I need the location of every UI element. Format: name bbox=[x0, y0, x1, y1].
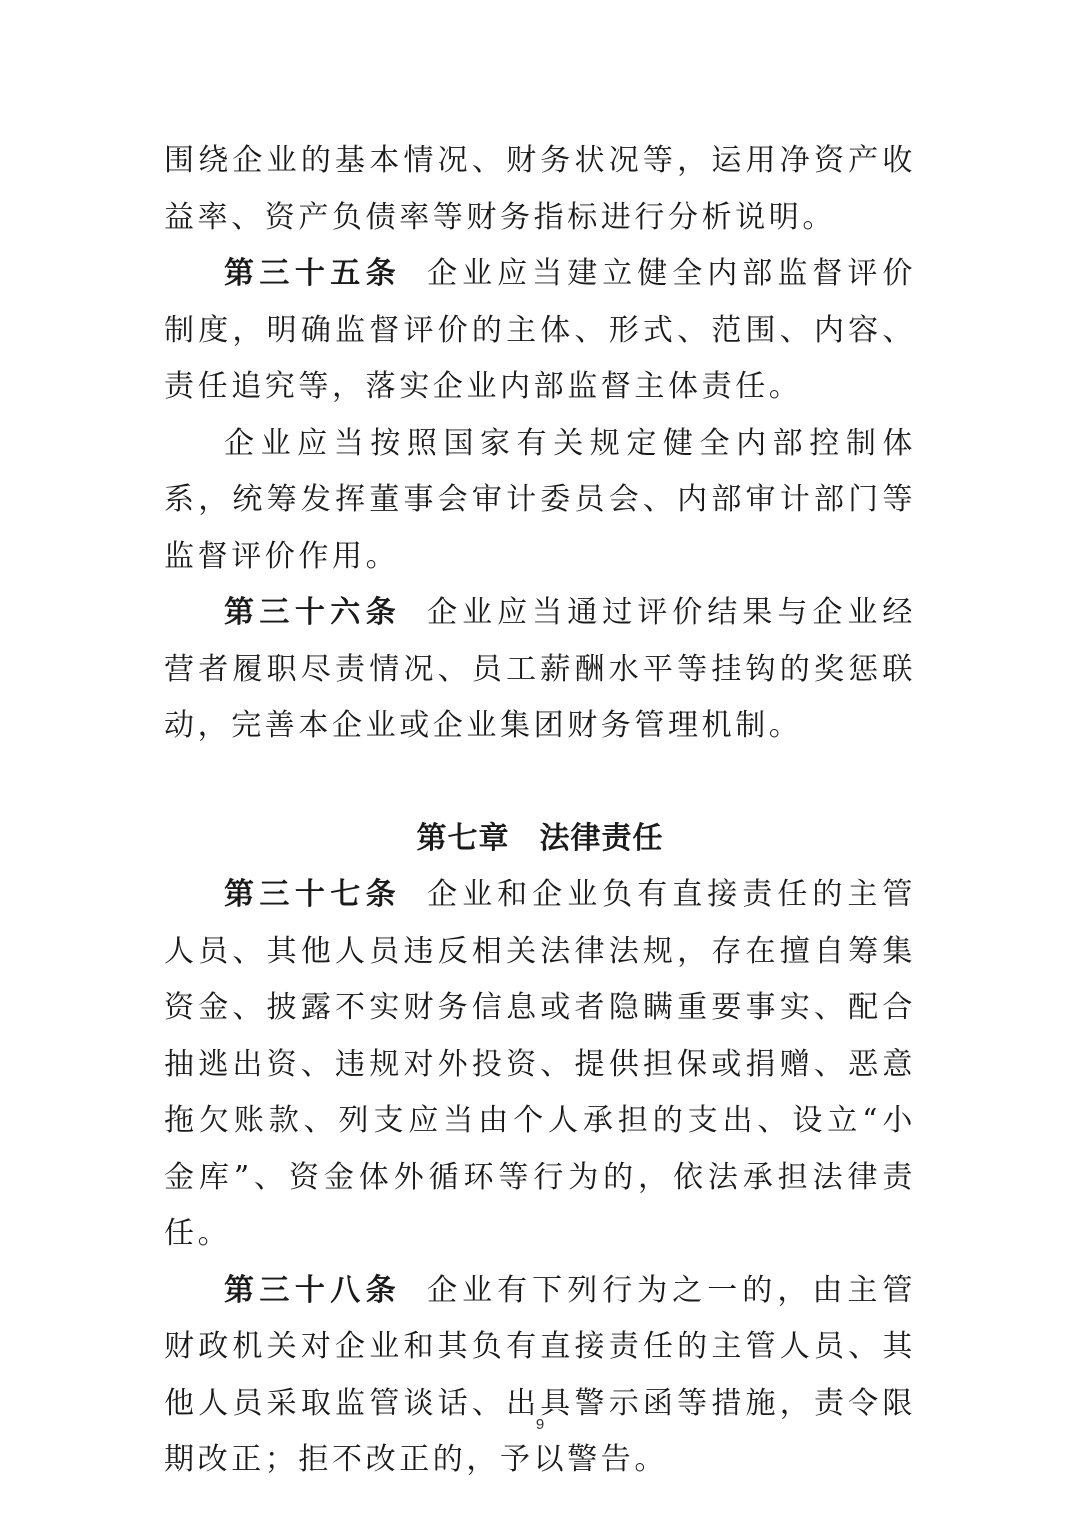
page-number: 9 bbox=[535, 1416, 545, 1433]
article-text: 企业有下列行为之一的，由主管财政机关对企业和其负有直接责任的主管人员、其他人员采取监管谈话、出具警示函等措施，责令限期改正；拒不改正的，予以警告。 bbox=[164, 1272, 916, 1477]
article-36 bbox=[164, 585, 916, 755]
chapter-number: 第七章 bbox=[416, 820, 510, 856]
document-body bbox=[164, 133, 916, 1489]
chapter-title: 法律责任 bbox=[539, 820, 664, 856]
article-text: 企业应当通过评价结果与企业经营者履职尽责情况、员工薪酬水平等挂钩的奖惩联动，完善本企业或企业集团财务管理机制。 bbox=[164, 595, 916, 743]
article-title: 第三十五条 bbox=[224, 256, 402, 291]
article-title: 第三十七条 bbox=[224, 877, 402, 912]
article-title: 第三十八条 bbox=[224, 1272, 402, 1308]
paragraph-continued bbox=[164, 133, 916, 246]
article-35 bbox=[164, 246, 916, 416]
paragraph-text: 围绕企业的基本情况、财务状况等，运用净资产收益率、资产负债率等财务指标进行分析说明。 bbox=[164, 143, 916, 235]
paragraph-text: 企业应当按照国家有关规定健全内部控制体系，统筹发挥董事会审计委员会、内部审计部门等监督评价作用。 bbox=[164, 425, 916, 574]
article-37 bbox=[164, 867, 916, 1263]
article-title: 第三十六条 bbox=[224, 595, 402, 630]
article-38 bbox=[164, 1263, 916, 1489]
article-text: 企业应当建立健全内部监督评价制度，明确监督评价的主体、形式、范围、内容、责任追究等，落实企业内部监督主体责任。 bbox=[164, 256, 916, 404]
paragraph-internal-control bbox=[164, 416, 916, 586]
chapter-heading bbox=[164, 811, 916, 868]
article-text: 企业和企业负有直接责任的主管人员、其他人员违反相关法律法规，存在擅自筹集资金、披露不实财务信息或者隐瞒重要事实、配合抽逃出资、违规对外投资、提供担保或捐赠、恶意拖欠账款、列支应当由个人承担的支出、设立“小金库”、资金体外循环等行为的，依法承担法律责任。 bbox=[164, 877, 916, 1251]
